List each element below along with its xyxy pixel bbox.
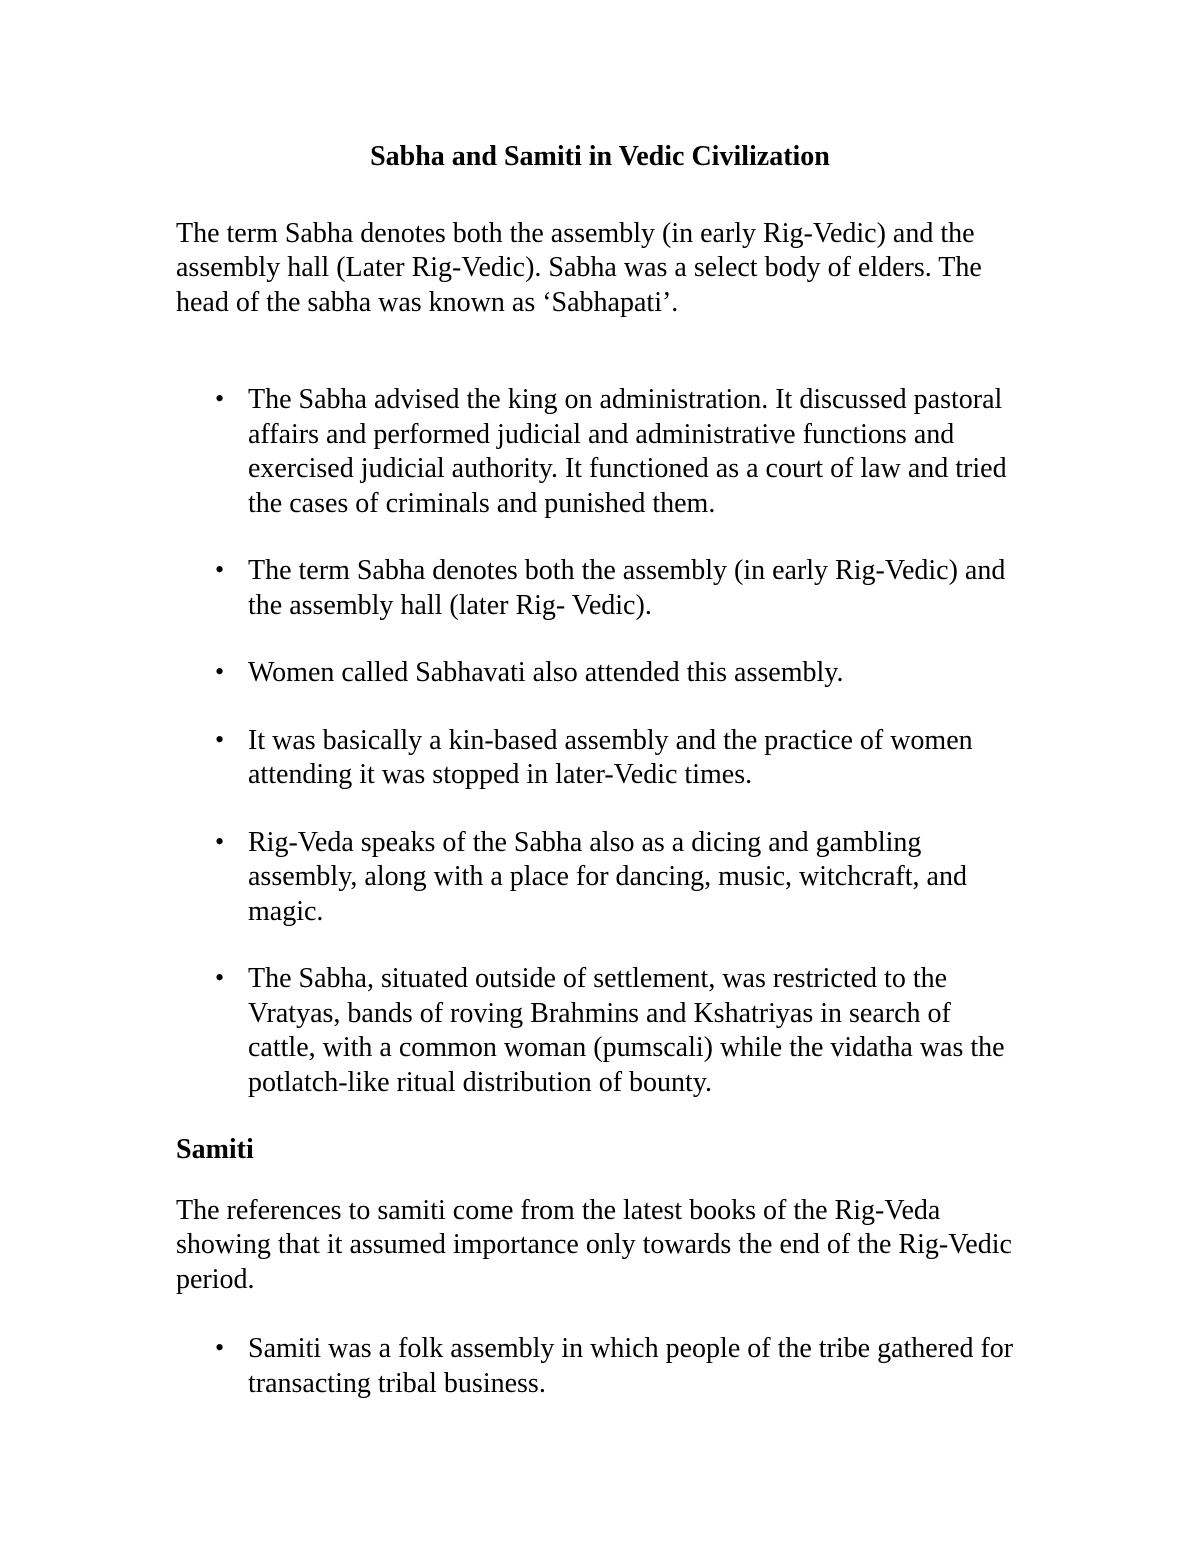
bullet-icon: • <box>215 555 225 584</box>
bullet-text: The term Sabha denotes both the assembly (in early Rig-Vedic) and the assembly hall (later Rig- Vedic). <box>248 555 1006 621</box>
list-item <box>176 826 1024 930</box>
bullet-text: It was basically a kin-based assembly and the practice of women attending it was stopped in later-Vedic times. <box>248 724 973 790</box>
bullet-icon: • <box>215 384 225 413</box>
bullet-icon: • <box>215 1333 225 1362</box>
list-item <box>176 1332 1024 1401</box>
list-item <box>176 724 1024 793</box>
sabha-bullet-list <box>176 383 1024 1100</box>
bullet-text: The Sabha advised the king on administration. It discussed pastoral affairs and performed judicial and administrative functions and exercised judicial authority. It functioned as a court of law and tried the cases of criminals and punished them. <box>248 384 1007 519</box>
samiti-heading: Samiti <box>176 1134 254 1165</box>
bullet-text: The Sabha, situated outside of settlement, was restricted to the Vratyas, bands of roving Brahmins and Kshatriyas in search of cattle, with a common woman (pumscali) while the vidatha was the potlatch-like ritual distribution of bounty. <box>248 963 1005 1098</box>
samiti-bullet-list <box>176 1332 1024 1401</box>
bullet-text: Rig-Veda speaks of the Sabha also as a dicing and gambling assembly, along with a place for dancing, music, witchcraft, and magic. <box>248 826 967 927</box>
list-item <box>176 656 1024 691</box>
bullet-icon: • <box>215 826 225 856</box>
list-item <box>176 554 1024 623</box>
page-title: Sabha and Samiti in Vedic Civilization <box>370 141 830 172</box>
document-content <box>176 140 1024 1434</box>
samiti-paragraph: The references to samiti come from the latest books of the Rig-Veda showing that it assumed importance only towards the end of the Rig-Vedic period. <box>176 1194 1012 1295</box>
intro-paragraph: The term Sabha denotes both the assembly (in early Rig-Vedic) and the assembly hall (Later Rig-Vedic). Sabha was a select body of elders. The head of the sabha was known as ‘Sabhapati’. <box>176 217 982 318</box>
bullet-icon: • <box>215 657 225 686</box>
bullet-text: Women called Sabhavati also attended this assembly. <box>248 657 844 688</box>
list-item <box>176 962 1024 1100</box>
bullet-icon: • <box>215 724 225 754</box>
bullet-icon: • <box>215 963 225 992</box>
list-item <box>176 383 1024 521</box>
bullet-text: Samiti was a folk assembly in which people of the tribe gathered for transacting tribal business. <box>248 1333 1014 1399</box>
